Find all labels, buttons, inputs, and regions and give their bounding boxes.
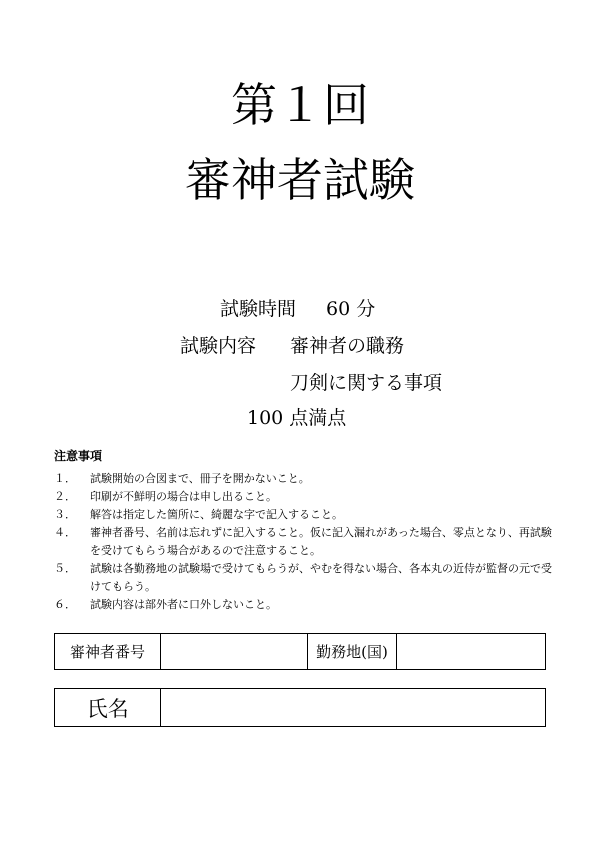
- note-text: 試験開始の合図まで、冊子を開かないこと。: [90, 472, 310, 485]
- note-item: [54, 470, 554, 488]
- note-text: 審神者番号、名前は忘れずに記入すること。仮に記入漏れがあった場合、零点となり、再試験を受けてもらう場合があるので注意すること。: [90, 526, 552, 557]
- note-number: １．: [54, 472, 76, 485]
- info-entry-table: [54, 633, 546, 670]
- exam-title: 審神者試験: [185, 153, 415, 207]
- exam-score: 100 点満点: [247, 407, 347, 429]
- name-label-cell: [55, 689, 161, 727]
- note-item: [54, 488, 554, 506]
- exam-time-value: 60 分: [326, 298, 376, 320]
- note-number: ５．: [54, 562, 76, 575]
- name-label: 氏名: [86, 696, 129, 721]
- number-input-cell[interactable]: [160, 634, 307, 670]
- exam-content-value-2: 刀剣に関する事項: [290, 372, 443, 394]
- number-label-cell: [55, 634, 161, 670]
- notes-heading: 注意事項: [54, 449, 103, 463]
- exam-time-label: 試験時間: [220, 298, 297, 320]
- note-item: [54, 560, 554, 596]
- note-number: ３．: [54, 508, 76, 521]
- note-text: 試験内容は部外者に口外しないこと。: [90, 598, 277, 611]
- exam-title-number: 第１回: [231, 78, 369, 132]
- workplace-label: 勤務地(国): [316, 643, 388, 661]
- note-text: 試験は各勤務地の試験場で受けてもらうが、やむを得ない場合、各本丸の近侍が監督の元で受けてもらう。: [90, 562, 552, 593]
- workplace-label-cell: [308, 634, 396, 670]
- name-input-cell[interactable]: [161, 689, 546, 727]
- workplace-input-cell[interactable]: [396, 634, 545, 670]
- number-label: 審神者番号: [69, 643, 145, 661]
- note-number: ４．: [54, 526, 76, 539]
- note-item: [54, 506, 554, 524]
- name-entry-table: [54, 688, 546, 727]
- note-item: [54, 596, 554, 614]
- exam-content-label: 試験内容: [180, 335, 257, 357]
- note-text: 印刷が不鮮明の場合は申し出ること。: [90, 490, 277, 503]
- note-number: ６．: [54, 598, 76, 611]
- note-item: [54, 524, 554, 560]
- note-text: 解答は指定した箇所に、綺麗な字で記入すること。: [90, 508, 343, 521]
- exam-content-value-1: 審神者の職務: [290, 335, 405, 357]
- note-number: ２．: [54, 490, 76, 503]
- notes-list: [54, 470, 554, 614]
